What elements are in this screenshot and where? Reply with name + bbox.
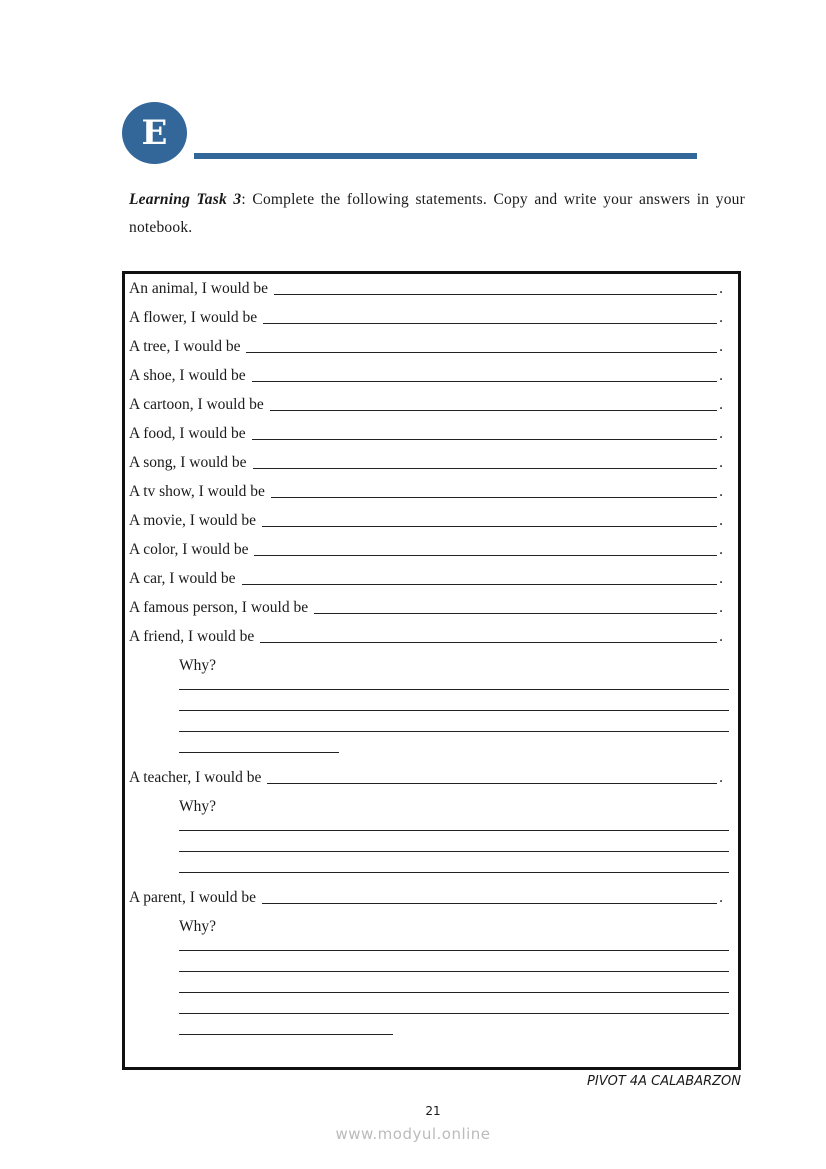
why-answer-line[interactable]	[179, 1014, 393, 1035]
period: .	[719, 366, 723, 384]
period: .	[719, 598, 723, 616]
why-answer-line[interactable]	[179, 972, 729, 993]
statement-label: A friend, I would be	[129, 627, 255, 645]
why-answer-line[interactable]	[179, 711, 729, 732]
statement-label: A tree, I would be	[129, 337, 241, 355]
statement-label: A food, I would be	[129, 424, 246, 442]
period: .	[719, 768, 723, 786]
answer-blank[interactable]	[262, 514, 717, 527]
statement-row	[125, 883, 723, 912]
answer-blank[interactable]	[263, 311, 717, 324]
statement-row	[125, 535, 723, 564]
page-number: 21	[425, 1104, 441, 1118]
statement-row	[125, 622, 723, 651]
period: .	[719, 424, 723, 442]
statement-row	[125, 763, 723, 792]
why-answer-line[interactable]	[179, 930, 729, 951]
instructions-text: : Complete the following statements. Copy and write your answers in your notebook.	[129, 191, 745, 236]
why-answer-line[interactable]	[179, 669, 729, 690]
period: .	[719, 511, 723, 529]
period: .	[719, 627, 723, 645]
answer-blank[interactable]	[253, 456, 718, 469]
header-rule	[194, 153, 697, 159]
statement-label: A car, I would be	[129, 569, 236, 587]
statement-list	[125, 274, 738, 1045]
statement-row	[125, 448, 723, 477]
instructions	[129, 186, 745, 242]
watermark: www.modyul.online	[335, 1125, 491, 1143]
period: .	[719, 540, 723, 558]
answer-blank[interactable]	[274, 282, 717, 295]
answer-blank[interactable]	[271, 485, 717, 498]
period: .	[719, 395, 723, 413]
statement-row	[125, 390, 723, 419]
statement-row	[125, 274, 723, 303]
statement-row	[125, 332, 723, 361]
why-answer-line[interactable]	[179, 951, 729, 972]
answer-blank[interactable]	[270, 398, 717, 411]
statements-box	[122, 271, 741, 1070]
why-label: Why?	[179, 797, 217, 815]
answer-blank[interactable]	[267, 771, 717, 784]
period: .	[719, 569, 723, 587]
answer-blank[interactable]	[314, 601, 717, 614]
statement-row	[125, 506, 723, 535]
answer-blank[interactable]	[252, 369, 717, 382]
statement-row	[125, 593, 723, 622]
period: .	[719, 337, 723, 355]
statement-row	[125, 477, 723, 506]
statement-label: A teacher, I would be	[129, 768, 262, 786]
statement-label: A cartoon, I would be	[129, 395, 264, 413]
period: .	[719, 482, 723, 500]
answer-blank[interactable]	[260, 630, 717, 643]
period: .	[719, 453, 723, 471]
why-label: Why?	[179, 917, 217, 935]
statement-label: A song, I would be	[129, 453, 247, 471]
statement-label: A famous person, I would be	[129, 598, 309, 616]
why-answer-line[interactable]	[179, 993, 729, 1014]
why-answer-line[interactable]	[179, 852, 729, 873]
statement-row	[125, 419, 723, 448]
statement-row	[125, 564, 723, 593]
statement-label: An animal, I would be	[129, 279, 269, 297]
statement-label: A color, I would be	[129, 540, 249, 558]
answer-blank[interactable]	[242, 572, 718, 585]
answer-blank[interactable]	[246, 340, 717, 353]
section-badge	[122, 102, 187, 164]
why-answer-line[interactable]	[179, 831, 729, 852]
why-answer-line[interactable]	[179, 732, 339, 753]
statement-label: A shoe, I would be	[129, 366, 246, 384]
statement-label: A parent, I would be	[129, 888, 256, 906]
answer-blank[interactable]	[252, 427, 717, 440]
period: .	[719, 279, 723, 297]
period: .	[719, 308, 723, 326]
answer-blank[interactable]	[262, 891, 717, 904]
statement-label: A tv show, I would be	[129, 482, 265, 500]
statement-label: A flower, I would be	[129, 308, 258, 326]
task-label: Learning Task 3	[129, 191, 242, 208]
why-answer-line[interactable]	[179, 690, 729, 711]
statement-row	[125, 303, 723, 332]
answer-blank[interactable]	[254, 543, 717, 556]
period: .	[719, 888, 723, 906]
section-letter: E	[141, 113, 168, 153]
why-label: Why?	[179, 656, 217, 674]
why-answer-line[interactable]	[179, 810, 729, 831]
statement-label: A movie, I would be	[129, 511, 256, 529]
statement-row	[125, 361, 723, 390]
footer-label: PIVOT 4A CALABARZON	[587, 1074, 741, 1089]
